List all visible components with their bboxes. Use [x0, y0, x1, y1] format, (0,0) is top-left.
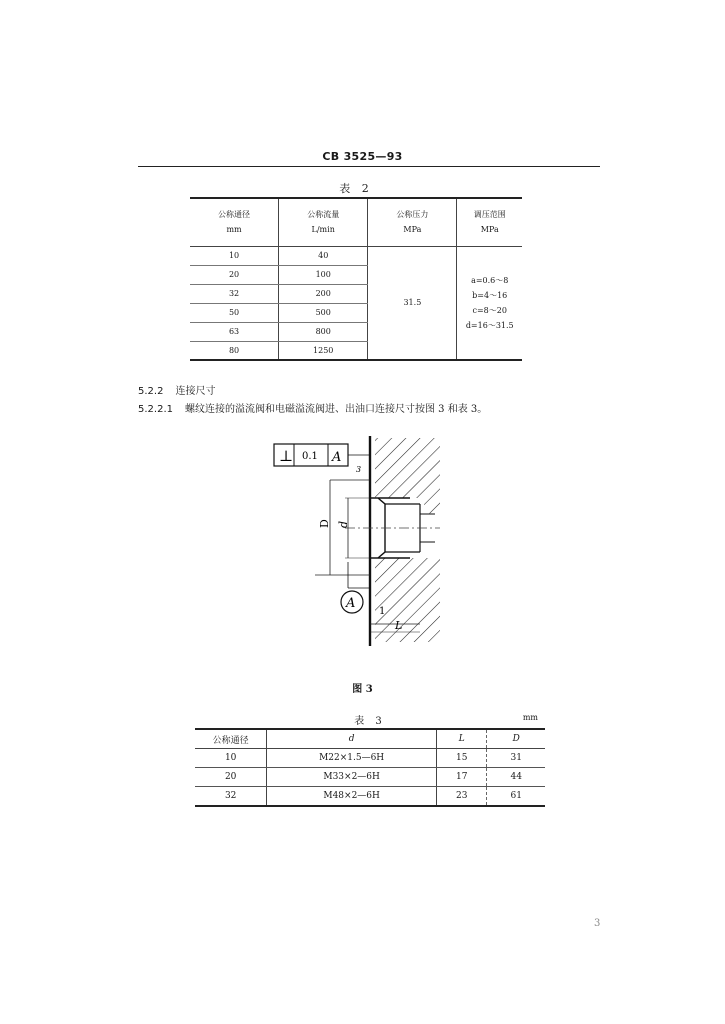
range-c: c=8～20 — [472, 305, 507, 315]
datum-label: A — [346, 596, 356, 611]
housing-section-upper — [375, 438, 440, 514]
cell-dn: 32 — [190, 284, 279, 303]
header-unit: MPa — [480, 225, 499, 235]
datum-letter: A — [332, 450, 342, 465]
cell-D: 44 — [487, 768, 545, 787]
cell-pressure: 31.5 — [368, 246, 457, 360]
cell-range — [457, 246, 522, 360]
cell-d: M22×1.5—6H — [267, 749, 437, 768]
cell-dn: 20 — [190, 265, 279, 284]
cell-flow: 100 — [279, 265, 368, 284]
header-unit: L/min — [311, 225, 335, 235]
section-5-2-2-1 — [138, 400, 487, 415]
cell-D: 61 — [487, 787, 545, 807]
cell-D: 31 — [487, 749, 545, 768]
cell-dn: 50 — [190, 303, 279, 322]
table3-header-d: d — [267, 729, 437, 749]
header-unit: MPa — [403, 225, 422, 235]
cell-dn: 10 — [195, 749, 267, 768]
figure3-caption: 图 3 — [352, 684, 373, 695]
housing-section-lower — [375, 558, 440, 642]
header-rule — [138, 166, 600, 167]
section-5-2-2 — [138, 382, 215, 397]
table3-header-L: L — [436, 729, 487, 749]
cell-L: 17 — [436, 768, 487, 787]
table3 — [195, 728, 545, 807]
table2-header-row — [190, 198, 522, 246]
cell-L: 15 — [436, 749, 487, 768]
header-label: 公称压力 — [396, 210, 429, 220]
table2-header-pressure — [368, 198, 457, 246]
cell-dn: 20 — [195, 768, 267, 787]
tolerance-value: 0.1 — [302, 451, 318, 462]
table3-header-dn: 公称通径 — [195, 729, 267, 749]
table3-unit: mm — [522, 713, 538, 722]
table2 — [190, 197, 522, 361]
header-label: 公称流量 — [307, 210, 340, 220]
table3-header-row — [195, 729, 545, 749]
table3-header-D: D — [487, 729, 545, 749]
cell-flow: 1250 — [279, 341, 368, 360]
table-row — [195, 787, 545, 807]
figure3-drawing — [260, 428, 460, 658]
callout-1: 1 — [379, 606, 386, 617]
cell-d: M33×2—6H — [267, 768, 437, 787]
range-b: b=4～16 — [472, 290, 508, 300]
cell-flow: 40 — [279, 246, 368, 265]
range-d: d=16～31.5 — [465, 320, 514, 330]
header-unit: mm — [226, 225, 242, 235]
table2-caption: 表 2 — [339, 182, 373, 195]
perpendicularity-icon: ⊥ — [279, 447, 294, 465]
cell-L: 23 — [436, 787, 487, 807]
cell-d: M48×2—6H — [267, 787, 437, 807]
section-number: 5.2.2.1 — [138, 404, 173, 415]
cell-dn: 10 — [190, 246, 279, 265]
document-code: CB 3525—93 — [322, 150, 403, 163]
cell-dn: 63 — [190, 322, 279, 341]
page-mark: 3 — [594, 918, 601, 929]
header-label: 调压范围 — [473, 210, 506, 220]
table-row — [195, 768, 545, 787]
section-text: 螺纹连接的溢流阀和电磁溢流阀进、出油口连接尺寸按图 3 和表 3。 — [185, 404, 488, 415]
table-row — [195, 749, 545, 768]
section-title: 连接尺寸 — [175, 386, 216, 397]
label-D: D — [318, 519, 331, 528]
range-a: a=0.6～8 — [471, 275, 509, 285]
table-row — [190, 246, 522, 265]
label-L: L — [395, 619, 403, 632]
table2-header-range — [457, 198, 522, 246]
header-label: 公称通径 — [218, 210, 251, 220]
table3-caption: 表 3 — [354, 716, 386, 727]
cell-flow: 200 — [279, 284, 368, 303]
cell-dn: 80 — [190, 341, 279, 360]
table2-header-flow — [279, 198, 368, 246]
depth-label: 3 — [356, 465, 362, 474]
cell-flow: 800 — [279, 322, 368, 341]
cell-dn: 32 — [195, 787, 267, 807]
table2-header-dn — [190, 198, 279, 246]
label-d: d — [337, 520, 350, 528]
section-number: 5.2.2 — [138, 386, 164, 397]
cell-flow: 500 — [279, 303, 368, 322]
